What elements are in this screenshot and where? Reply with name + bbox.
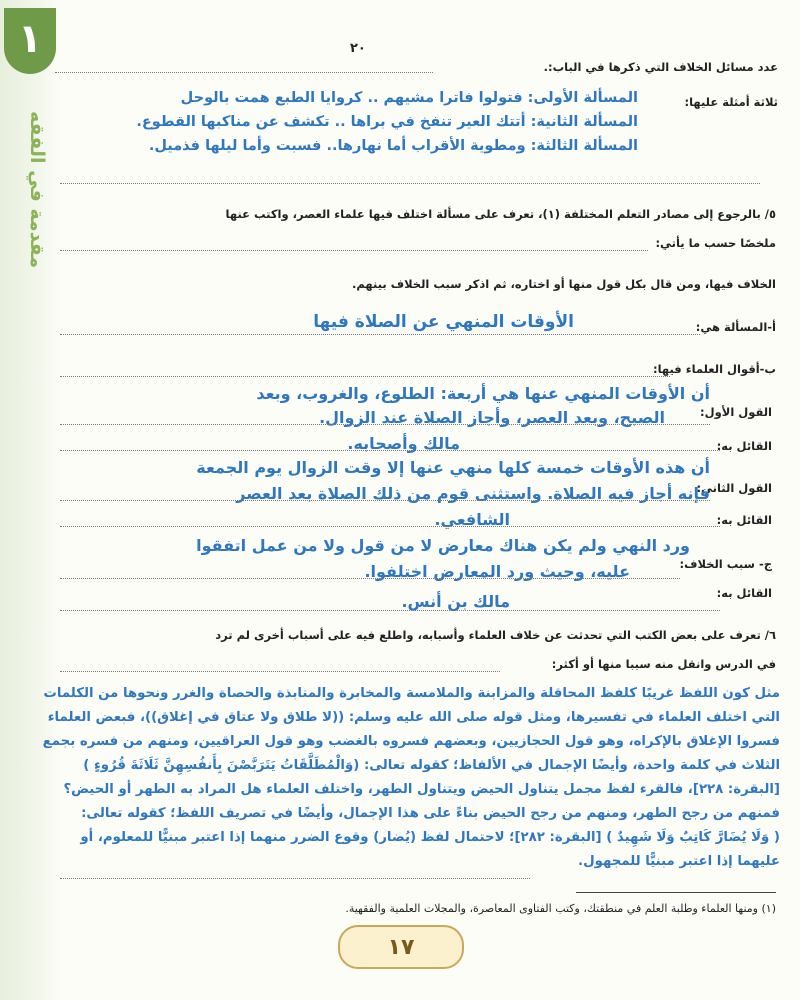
answer-line bbox=[60, 526, 720, 527]
footnote-rule bbox=[576, 892, 776, 893]
question-6-line-1: ٦/ تعرف على بعض الكتب التي تحدثت عن خلاف العلماء وأسبابه، واطلع فيه على أسباب أخرى لم ترد bbox=[215, 628, 776, 642]
opinion-2-by-label: القائل به: bbox=[716, 513, 772, 527]
opinion-1-answer-2: الصبح، وبعد العصر، وأجاز الصلاة عند الزوال. bbox=[319, 408, 665, 427]
answer-line bbox=[60, 183, 760, 184]
answer-line bbox=[60, 500, 710, 501]
page-number-badge bbox=[338, 925, 464, 969]
chapter-number-badge: ١ bbox=[4, 8, 56, 74]
examples-label: ثلاثة أمثلة عليها: bbox=[684, 95, 778, 109]
opinion-1-label: القول الأول: bbox=[700, 405, 772, 419]
opinion-2-answer-2: فإنه أجاز فيه الصلاة. واستثنى قوم من ذلك الصلاة بعد العصر bbox=[236, 484, 710, 503]
opinion-1-answer-1: أن الأوقات المنهي عنها هي أربعة: الطلوع، والغروب، وبعد bbox=[256, 384, 710, 403]
cause-by-answer: مالك بن أنس. bbox=[401, 592, 510, 611]
opinion-1-by-answer: مالك وأصحابه. bbox=[347, 434, 460, 453]
chapter-title: مقدمة في الفقه bbox=[26, 111, 48, 269]
question-intro: عدد مسائل الخلاف التي ذكرها في الباب:. bbox=[543, 60, 778, 74]
opinions-label: ب-أقوال العلماء فيها: bbox=[652, 362, 776, 376]
answer-line-3: فسروا الإغلاق بالإكراه، وهو قول الحجازيين، وبعضهم فسروه بالغضب وهو قول العراقيين، ومنهم من فسره بجمع bbox=[42, 734, 780, 749]
answer-line bbox=[60, 610, 720, 611]
example-1: المسألة الأولى: فتولوا فاترا مشيهم .. كروايا الطبع همت بالوحل bbox=[180, 90, 638, 106]
example-2: المسألة الثانية: أتتك العير تنفخ في براها .. تكشف عن مناكبها القطوع. bbox=[136, 114, 638, 130]
cause-answer-2: عليه، وحيث ورد المعارض اختلفوا. bbox=[364, 562, 630, 581]
answer-line bbox=[60, 671, 500, 672]
opinion-1-by-label: القائل به: bbox=[716, 439, 772, 453]
answer-line bbox=[60, 578, 680, 579]
answer-line-4: الثلاث في كلمة واحدة، وأيضًا الإجمال في الألفاظ؛ كقوله تعالى: (وَالْمُطَلَّقَاتُ يَتَرَبَّصْنَ بِأَنفُسِهِنَّ ثَلَاثَةَ قُرُوءٍ ) bbox=[83, 758, 780, 773]
page-number: ١٧ bbox=[387, 934, 415, 960]
answer-line-1: مثل كون اللفظ غريبًا كلفظ المحاقلة والمزابنة والملامسة والمخابرة والمنابذة والحصاة والغرر ونحوها من الكلمات bbox=[43, 686, 780, 701]
answer-line-6: فمنهم من رجح الطهر، ومنهم من رجح الحيض بناءً على هذا الإجمال، وأيضًا في تصريف اللفظ؛ كقوله تعالى: bbox=[81, 806, 780, 821]
answer-line bbox=[60, 424, 710, 425]
example-3: المسألة الثالثة: ومطوية الأقراب أما نهارها.. فسبت وأما ليلها فذميل. bbox=[148, 138, 638, 154]
answer-line-2: التي اختلف العلماء في تفسيرها، ومثل قوله صلى الله عليه وسلم: ((لا طلاق ولا عتاق في إغلاق))، فبعض العلماء bbox=[47, 710, 780, 725]
issue-label: أ-المسألة هي: bbox=[695, 320, 776, 334]
opinion-2-label: القول الثاني: bbox=[696, 481, 772, 495]
answer-line-7: ( وَلَا يُضَارَّ كَاتِبٌ وَلَا شَهِيدٌ ) [البقرة: ٢٨٢]؛ لاحتمال لفظ (يُضار) وقوع الضرر منهما إذا اعتبر مبنيًّا للمعلوم، أو bbox=[80, 830, 780, 845]
answer-line bbox=[60, 250, 648, 251]
cause-label: ج- سبب الخلاف: bbox=[679, 557, 772, 571]
answer-line bbox=[60, 334, 700, 335]
cause-answer-1: ورد النهي ولم يكن هناك معارض لا من قول ولا من عمل اتفقوا bbox=[196, 536, 690, 555]
question-6-line-2: في الدرس وانقل منه سببا منها أو أكثر: bbox=[551, 657, 776, 671]
answer-line-5: [البقرة: ٢٢٨]، فالقرء لفظ مجمل يتناول الحيض ويتناول الطهر، واختلف العلماء هل المراد به الطهر أو الحيض؟ bbox=[63, 782, 780, 797]
answer-line-8: عليهما إذا اعتبر مبنيًّا للمجهول. bbox=[578, 854, 780, 869]
issue-answer: الأوقات المنهي عن الصلاة فيها bbox=[313, 312, 574, 332]
footnote: (١) ومنها العلماء وطلبة العلم في منطقتك، وكتب الفتاوى المعاصرة، والمجلات العلمية والفقهية. bbox=[345, 902, 776, 915]
opinion-2-answer-1: أن هذه الأوقات خمسة كلها منهي عنها إلا وقت الزوال يوم الجمعة bbox=[196, 458, 710, 477]
answer-line bbox=[60, 376, 670, 377]
answer-line bbox=[55, 72, 433, 73]
cause-by-label: القائل به: bbox=[716, 586, 772, 600]
top-page-number: ٢٠ bbox=[350, 41, 366, 56]
question-5-line-1: ٥/ بالرجوع إلى مصادر التعلم المختلفة (١)، تعرف على مسألة اختلف فيها علماء العصر، واكتب عنها bbox=[225, 207, 776, 221]
question-5-line-2: ملخصًا حسب ما يأتي: bbox=[655, 236, 776, 250]
question-5-line-3: الخلاف فيها، ومن قال بكل قول منها أو اختاره، ثم اذكر سبب الخلاف بينهم. bbox=[352, 277, 776, 291]
answer-line bbox=[60, 450, 720, 451]
opinion-2-by-answer: الشافعي. bbox=[434, 510, 510, 529]
answer-line bbox=[60, 878, 530, 879]
